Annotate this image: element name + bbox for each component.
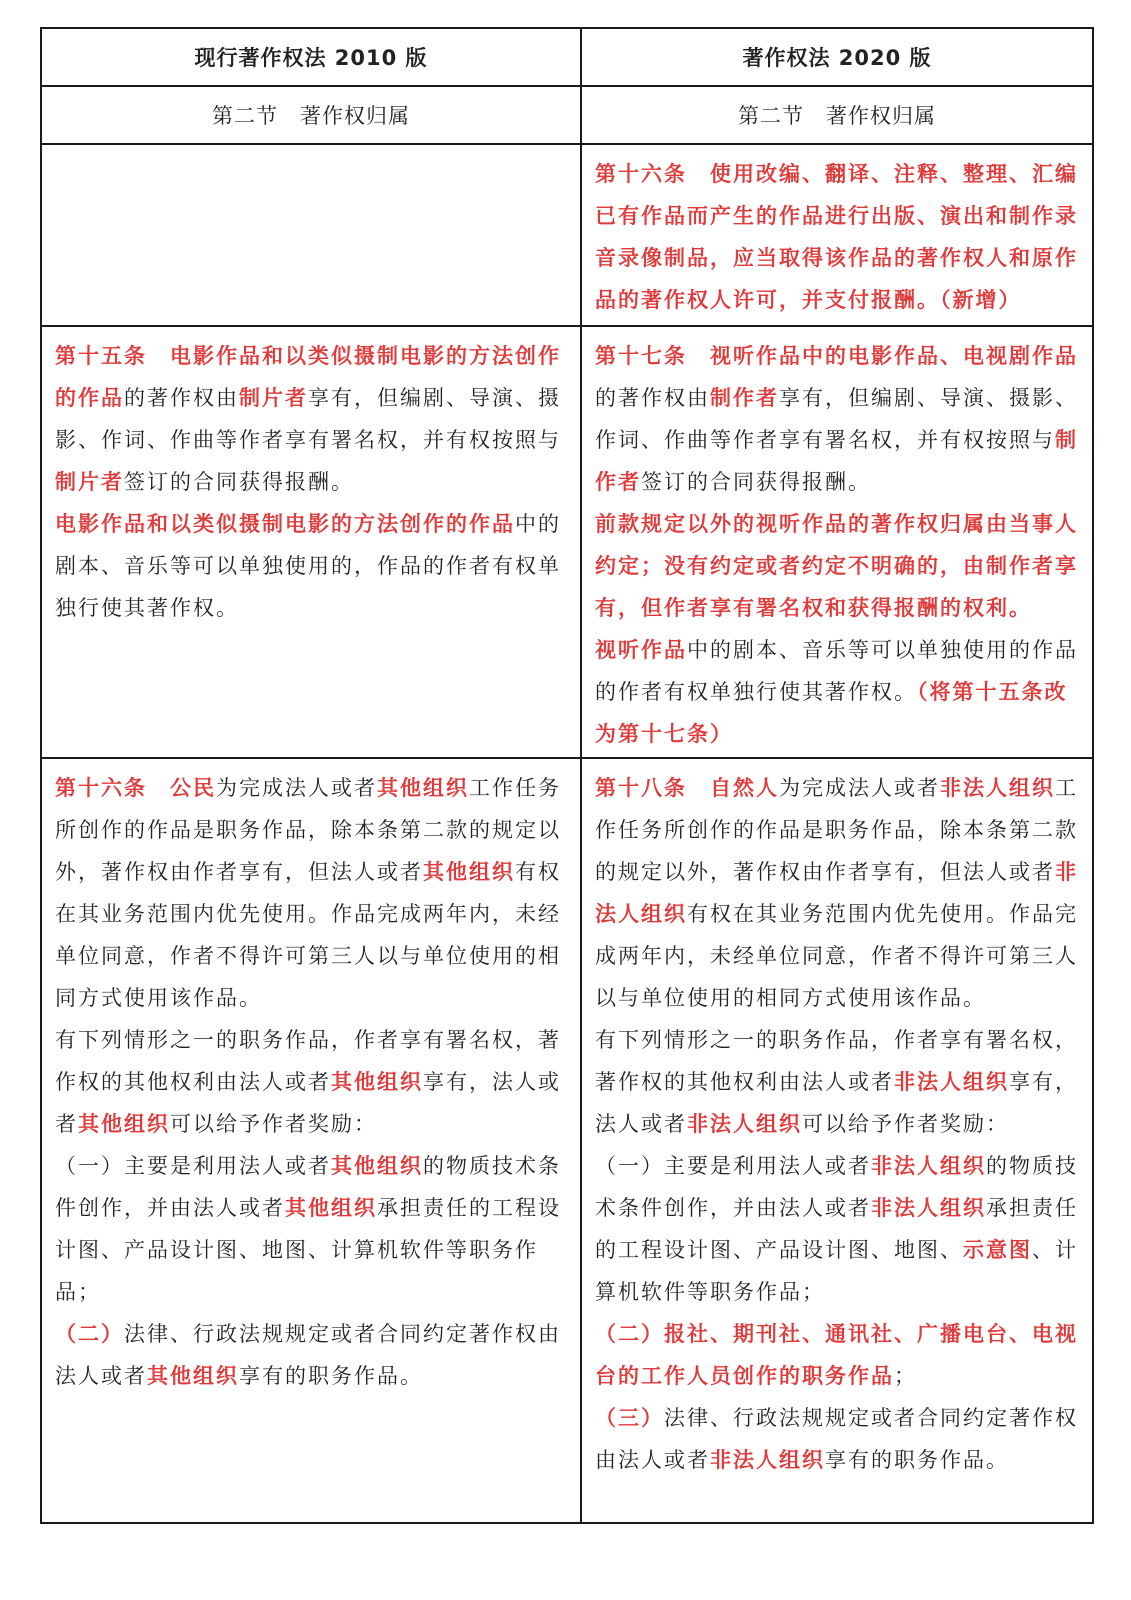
body-text: 法律、行政法规规定或者合同约定著作权由法人或者 <box>55 1322 561 1388</box>
paragraph <box>595 629 1080 755</box>
highlight-text: 制作者 <box>710 386 779 410</box>
highlight-text: 其他组织 <box>377 776 469 800</box>
body-text: （一）主要是利用法人或者 <box>55 1154 331 1178</box>
highlight-text: 其他组织 <box>331 1154 423 1178</box>
paragraph <box>55 767 568 1019</box>
article-row-1 <box>41 144 1093 326</box>
paragraph <box>55 1145 568 1313</box>
cell-left <box>41 144 581 326</box>
paragraph <box>595 1397 1080 1481</box>
highlight-text: 非法人组织 <box>894 1070 1009 1094</box>
highlight-text: 第十七条 视听作品中的电影作品、电视剧作品 <box>595 344 1078 368</box>
paragraph <box>595 767 1080 1019</box>
highlight-text: （二）报社、期刊社、通讯社、广播电台、电视台的工作人员创作的职务作品 <box>595 1322 1078 1388</box>
paragraph <box>595 1145 1080 1313</box>
header-left: 现行著作权法 2010 版 <box>41 28 581 86</box>
highlight-text: 视听作品 <box>595 638 687 662</box>
cell-right <box>581 144 1093 326</box>
cell-text <box>42 327 580 629</box>
header-right: 著作权法 2020 版 <box>581 28 1093 86</box>
paragraph <box>595 1019 1080 1145</box>
cell-right <box>581 326 1093 758</box>
highlight-text: 制作者 <box>595 428 1078 494</box>
body-text: 有下列情形之一的职务作品，作者享有署名权，著作权的其他权利由法人或者 <box>595 1028 1078 1094</box>
body-text: 为完成法人或者 <box>779 776 940 800</box>
highlight-text: 其他组织 <box>423 860 515 884</box>
body-text: 签订的合同获得报酬。 <box>124 470 354 494</box>
paragraph <box>595 503 1080 629</box>
body-text: 的著作权由 <box>124 386 239 410</box>
paragraph <box>595 153 1080 321</box>
cell-text <box>42 145 580 153</box>
body-text: 享有，但编剧、导演、摄影、作词、作曲等作者享有署名权，并有权按照与 <box>55 386 561 452</box>
paragraph <box>55 1019 568 1145</box>
highlight-text: 第十八条 自然人 <box>595 776 779 800</box>
highlight-text: 非法人组织 <box>940 776 1055 800</box>
highlight-text: 其他组织 <box>147 1364 239 1388</box>
highlight-text: （将第十五条改为第十七条） <box>595 680 1068 746</box>
section-title-right: 第二节 著作权归属 <box>581 86 1093 144</box>
highlight-text: （二） <box>55 1322 124 1346</box>
body-text: 承担责任的工程设计图、产品设计图、地图、计算机软件等职务作品； <box>55 1196 561 1304</box>
body-text: 法律、行政法规规定或者合同约定著作权由法人或者 <box>595 1406 1078 1472</box>
highlight-text: （三） <box>595 1406 664 1430</box>
body-text: 工作任务所创作的作品是职务作品，除本条第二款的规定以外，著作权由作者享有，但法人或者 <box>55 776 561 884</box>
paragraph <box>55 1313 568 1397</box>
cell-text <box>582 145 1092 321</box>
body-text: 签订的合同获得报酬。 <box>641 470 871 494</box>
paragraph <box>55 503 568 629</box>
body-text: 享有的职务作品。 <box>239 1364 423 1388</box>
highlight-text: 其他组织 <box>331 1070 423 1094</box>
highlight-text: 其他组织 <box>285 1196 377 1220</box>
body-text: 中的剧本、音乐等可以单独使用的，作品的作者有权单独行使其著作权。 <box>55 512 561 620</box>
article-row-2 <box>41 326 1093 758</box>
section-row <box>41 86 1093 144</box>
body-text: 可以给予作者奖励： <box>170 1112 377 1136</box>
paragraph <box>595 1313 1080 1397</box>
highlight-text: 非法人组织 <box>871 1154 986 1178</box>
body-text: 享有，但编剧、导演、摄影、作词、作曲等作者享有署名权，并有权按照与 <box>595 386 1078 452</box>
highlight-text: 制片者 <box>55 470 124 494</box>
header-row <box>41 28 1093 86</box>
body-text: （一）主要是利用法人或者 <box>595 1154 871 1178</box>
highlight-text: 前款规定以外的视听作品的著作权归属由当事人约定；没有约定或者约定不明确的，由制作者享有，但作者享有署名权和获得报酬的权利。 <box>595 512 1078 620</box>
body-text: 中的剧本、音乐等可以单独使用的作品的作者有权单独行使其著作权。 <box>595 638 1078 704</box>
body-text: 的物质技术条件创作，并由法人或者 <box>55 1154 561 1220</box>
cell-right <box>581 758 1093 1523</box>
cell-text <box>582 327 1092 755</box>
body-text: 的物质技术条件创作，并由法人或者 <box>595 1154 1078 1220</box>
cell-text <box>42 759 580 1397</box>
highlight-text: 非法人组织 <box>595 860 1078 926</box>
comparison-table <box>40 27 1094 1524</box>
article-row-3 <box>41 758 1093 1523</box>
body-text: ； <box>894 1364 917 1388</box>
paragraph <box>55 335 568 503</box>
highlight-text: 电影作品和以类似摄制电影的方法创作的作品 <box>55 512 515 536</box>
body-text: 享有，法人或者 <box>595 1070 1078 1136</box>
cell-left <box>41 758 581 1523</box>
highlight-text: 制片者 <box>239 386 308 410</box>
body-text: 有权在其业务范围内优先使用。作品完成两年内，未经单位同意，作者不得许可第三人以与单位使用的相同方式使用该作品。 <box>595 902 1078 1010</box>
highlight-text: 第十六条 公民 <box>55 776 216 800</box>
highlight-text: 其他组织 <box>78 1112 170 1136</box>
body-text: 工作任务所创作的作品是职务作品，除本条第二款的规定以外，著作权由作者享有，但法人或者 <box>595 776 1078 884</box>
body-text: 、计算机软件等职务作品； <box>595 1238 1078 1304</box>
cell-left <box>41 326 581 758</box>
paragraph <box>595 335 1080 503</box>
highlight-text: 非法人组织 <box>687 1112 802 1136</box>
body-text: 为完成法人或者 <box>216 776 377 800</box>
body-text: 承担责任的工程设计图、产品设计图、地图、 <box>595 1196 1078 1262</box>
highlight-text: 第十五条 电影作品和以类似摄制电影的方法创作的作品 <box>55 344 561 410</box>
section-title-left: 第二节 著作权归属 <box>41 86 581 144</box>
highlight-text: 非法人组织 <box>710 1448 825 1472</box>
body-text: 的著作权由 <box>595 386 710 410</box>
body-text: 享有的职务作品。 <box>825 1448 1009 1472</box>
highlight-text: 示意图 <box>963 1238 1032 1262</box>
highlight-text: 非法人组织 <box>871 1196 986 1220</box>
body-text: 可以给予作者奖励： <box>802 1112 1009 1136</box>
body-text: 有下列情形之一的职务作品，作者享有署名权，著作权的其他权利由法人或者 <box>55 1028 561 1094</box>
body-text: 有权在其业务范围内优先使用。作品完成两年内，未经单位同意，作者不得许可第三人以与单位使用的相同方式使用该作品。 <box>55 860 561 1010</box>
body-text: 享有，法人或者 <box>55 1070 561 1136</box>
cell-text <box>582 759 1092 1481</box>
highlight-text: 第十六条 使用改编、翻译、注释、整理、汇编已有作品而产生的作品进行出版、演出和制作录音录像制品，应当取得该作品的著作权人和原作品的著作权人许可，并支付报酬。（新增） <box>595 162 1078 312</box>
